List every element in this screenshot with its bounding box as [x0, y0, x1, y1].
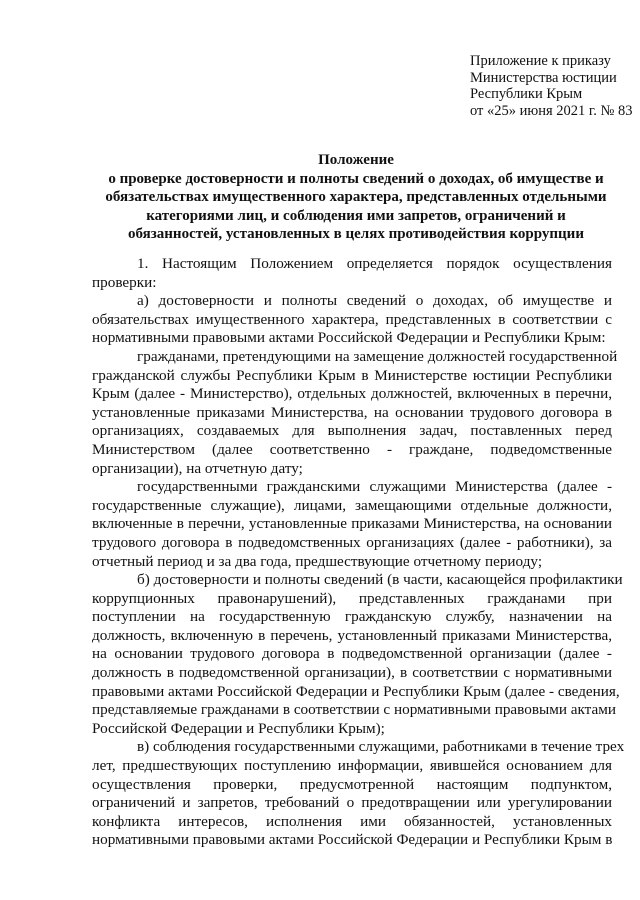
body-line: государственными гражданскими служащими Министерства (далее - [137, 478, 612, 496]
body-line: поступлении на государственную гражданскую службу, назначении на [92, 608, 612, 626]
body-line: Крым (далее - Министерство), отдельных должностей, включенных в перечни, [92, 385, 612, 403]
body-line: Российской Федерации и Республики Крым); [92, 719, 385, 737]
title-line: Положение [318, 152, 394, 168]
annex-line: Приложение к приказу [470, 53, 611, 69]
body-line: отчетный период и за два года, предшествующие отчетному периоду; [92, 552, 543, 570]
title-line: категориями лиц, и соблюдения ими запретов, ограничений и [146, 207, 566, 224]
body-line: трудового договора в подведомственных организациях (далее - работники), за [92, 533, 612, 551]
body-line: должность в подведомственной организации), в соответствии с нормативными [92, 664, 612, 682]
body-line: на основании трудового договора в подведомственной организации (далее - [92, 645, 612, 663]
body-line: осуществления проверки, предусмотренной настоящим подпунктом, [92, 775, 612, 793]
body-line: лет, предшествующих поступлению информации, явившейся основанием для [92, 757, 612, 775]
body-line: 1. Настоящим Положением определяется порядок осуществления [137, 255, 612, 272]
body-line: коррупционных правонарушений), представленных гражданами при [92, 589, 612, 607]
body-line: нормативными правовыми актами Российской Федерации и Республики Крым в [92, 831, 613, 849]
body-line: конфликта интересов, исполнения ими обязанностей, установленных [92, 812, 612, 830]
body-line: а) достоверности и полноты сведений о доходах, об имуществе и [137, 292, 612, 310]
body-line: представляемые гражданами в соответствии с нормативными правовыми актами [92, 701, 616, 719]
body-line: организациях, создаваемых для выполнения задач, поставленных перед [92, 422, 612, 440]
body-line: включенные в перечни, установленные приказами Министерства, на основании [92, 515, 612, 533]
title-line: обязанностей, установленных в целях противодействия коррупции [128, 226, 584, 242]
body-line: правовыми актами Российской Федерации и Республики Крым (далее - сведения, [92, 682, 620, 700]
title-line: обязательствах имущественного характера, представленных отдельными [105, 189, 607, 205]
body-line: проверки: [92, 273, 157, 291]
annex-line: от «25» июня 2021 г. № 83 [470, 102, 633, 119]
body-line: ограничений и запретов, требований о предотвращении или урегулировании [92, 794, 612, 812]
body-line: нормативными правовыми актами Российской Федерации и Республики Крым: [92, 329, 606, 347]
title-line: о проверке достоверности и полноты сведений о доходах, об имуществе и [108, 170, 604, 187]
body-line: в) соблюдения государственными служащими, работниками в течение трех [137, 738, 625, 756]
body-line: государственные служащие), лицами, замещающими отдельные должности, [92, 496, 612, 514]
body-line: обязательствах имущественного характера, представленных в соответствии с [92, 310, 612, 328]
body-line: Министерством (далее соответственно - граждане, подведомственные [92, 440, 612, 458]
body-line: должность, включенную в перечень, установленный приказами Министерства, [92, 626, 612, 644]
body-line: гражданами, претендующими на замещение должностей государственной [137, 347, 618, 365]
annex-reference [470, 53, 633, 119]
body-line: б) достоверности и полноты сведений (в части, касающейся профилактики [137, 571, 623, 589]
annex-line: Министерства юстиции [470, 69, 617, 86]
body-line: гражданской службы Республики Крым в Министерстве юстиции Республики [92, 366, 612, 384]
document-body [92, 255, 625, 850]
body-line: организации), на отчетную дату; [92, 459, 303, 477]
body-line: установленные приказами Министерства, на основании трудового договора в [92, 403, 612, 421]
annex-line: Республики Крым [470, 86, 583, 102]
document-title [92, 151, 620, 244]
